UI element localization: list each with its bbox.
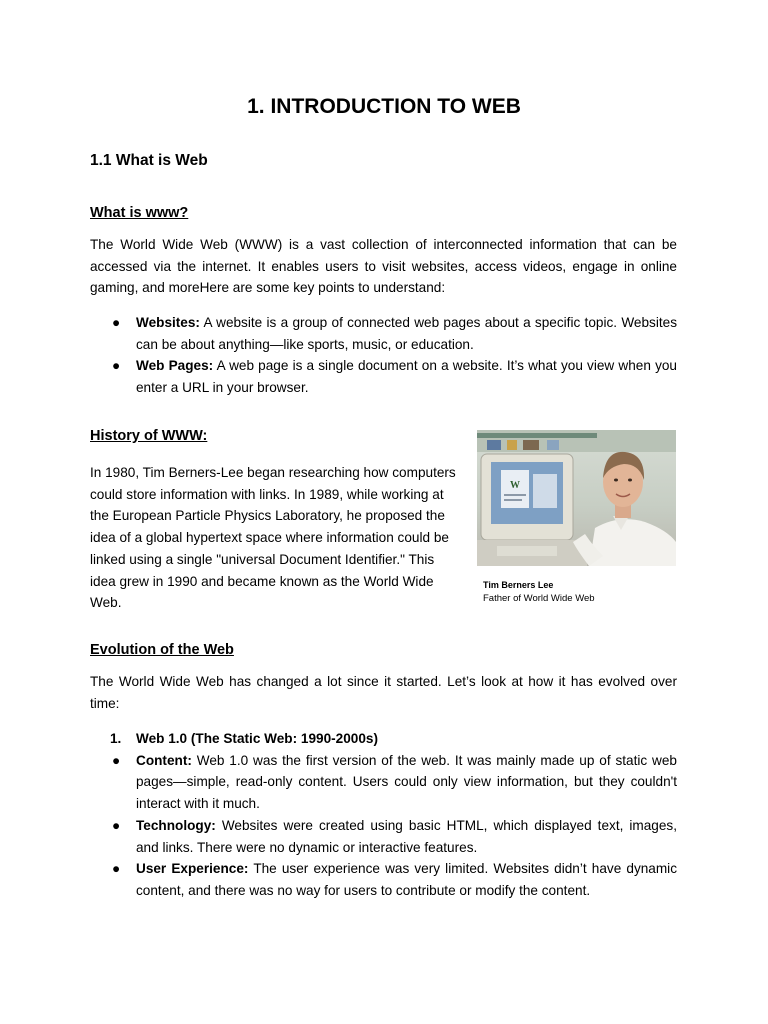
item-text: A web page is a single document on a website. It’s what you view when you enter a URL in your browser. (136, 358, 677, 396)
www-key-points-list (90, 312, 677, 399)
item-text: Web 1.0 was the first version of the web. It was mainly made up of static web pages—simple, read-only content. Users could only view information, but they couldn't interact with it much. (136, 752, 677, 812)
item-number: 1. (110, 731, 122, 746)
history-paragraph: In 1980, Tim Berners-Lee began researching how computers could store information with links. In 1989, while working at the European Particle Physics Laboratory, he proposed the idea of a global hypertext space where information could be linked using a single "universal Document Identifier." This idea grew in 1990 and became known as the World Wide Web. (90, 465, 456, 611)
www-intro-paragraph: The World Wide Web (WWW) is a vast collection of interconnected information that can be accessed via the internet. It enables users to visit websites, access videos, engage in online gaming, and moreHere are some key points to understand: (90, 237, 677, 296)
numbered-item (90, 728, 677, 750)
section-heading: 1.1 What is Web (90, 152, 208, 169)
photo-illustration (477, 430, 676, 566)
photo-caption-role: Father of World Wide Web (483, 593, 595, 604)
bullet-icon: ● (112, 817, 121, 833)
evolution-intro-paragraph: The World Wide Web has changed a lot since it started. Let’s look at how it has evolved over time: (90, 674, 677, 711)
list-item (90, 858, 677, 901)
tim-berners-lee-photo (477, 430, 676, 566)
what-is-www-heading: What is www? (90, 205, 189, 221)
photo-caption-name: Tim Berners Lee (483, 580, 554, 590)
item-lead: Web 1.0 (The Static Web: 1990-2000s) (136, 731, 379, 746)
list-item (90, 312, 677, 355)
item-lead: Technology: (136, 817, 216, 833)
document-title: 1. INTRODUCTION TO WEB (247, 95, 521, 118)
list-item (90, 750, 677, 815)
item-lead: Content: (136, 752, 192, 768)
evolution-list (90, 728, 677, 902)
list-item (90, 815, 677, 858)
screen-letter: W (510, 480, 520, 491)
item-lead: Websites: (136, 315, 200, 330)
list-item (90, 355, 677, 398)
bullet-icon: ● (112, 752, 121, 768)
item-text: The user experience was very limited. Websites didn’t have dynamic content, and there was no way for users to contribute or modify the content. (136, 861, 677, 898)
bullet-icon: ● (112, 315, 121, 330)
item-lead: User Experience: (136, 861, 249, 877)
item-text: A website is a group of connected web pages about a specific topic. Websites can be about anything—like sports, music, or education. (136, 315, 677, 352)
item-text: Websites were created using basic HTML, which displayed text, images, and links. There were no dynamic or interactive features. (136, 817, 677, 855)
bullet-icon: ● (112, 861, 121, 877)
item-lead: Web Pages: (136, 358, 214, 374)
evolution-heading: Evolution of the Web (90, 642, 234, 658)
bullet-icon: ● (112, 358, 121, 374)
history-heading: History of WWW: (90, 428, 208, 444)
